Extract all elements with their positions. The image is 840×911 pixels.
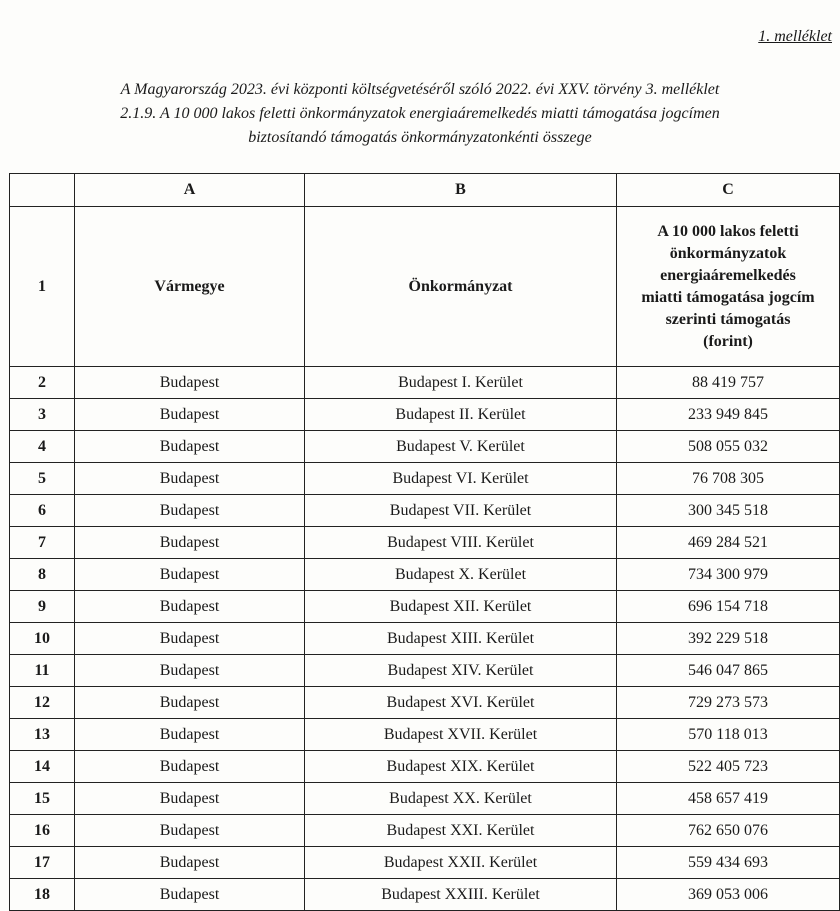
amount-cell: 76 708 305: [617, 463, 840, 495]
column-letter-b: B: [305, 174, 617, 207]
municipality-cell: Budapest XIX. Kerület: [305, 751, 617, 783]
amount-cell: 696 154 718: [617, 591, 840, 623]
county-cell: Budapest: [75, 783, 305, 815]
municipality-cell: Budapest XIII. Kerület: [305, 623, 617, 655]
row-number: 10: [10, 623, 75, 655]
amount-cell: 469 284 521: [617, 527, 840, 559]
amount-cell: 546 047 865: [617, 655, 840, 687]
header-amount-line: A 10 000 lakos feletti: [657, 222, 799, 240]
row-number: 5: [10, 463, 75, 495]
row-number: 6: [10, 495, 75, 527]
subsidy-table: [9, 173, 840, 911]
county-cell: Budapest: [75, 879, 305, 911]
county-cell: Budapest: [75, 527, 305, 559]
amount-cell: 88 419 757: [617, 367, 840, 399]
row-number: 17: [10, 847, 75, 879]
header-amount-line: miatti támogatása jogcím: [641, 288, 815, 306]
amount-cell: 300 345 518: [617, 495, 840, 527]
amount-cell: 762 650 076: [617, 815, 840, 847]
row-number: 2: [10, 367, 75, 399]
county-cell: Budapest: [75, 623, 305, 655]
municipality-cell: Budapest VI. Kerület: [305, 463, 617, 495]
table-row: [10, 399, 840, 431]
header-amount-line: energiaáremelkedés: [660, 266, 796, 284]
amount-cell: 729 273 573: [617, 687, 840, 719]
header-amount: [617, 207, 840, 367]
row-number: 12: [10, 687, 75, 719]
county-cell: Budapest: [75, 431, 305, 463]
municipality-cell: Budapest VIII. Kerület: [305, 527, 617, 559]
table-row: [10, 719, 840, 751]
row-number: 9: [10, 591, 75, 623]
header-amount-line: önkormányzatok: [669, 244, 787, 262]
table-row: [10, 463, 840, 495]
row-number: 16: [10, 815, 75, 847]
county-cell: Budapest: [75, 367, 305, 399]
amount-cell: 559 434 693: [617, 847, 840, 879]
column-letter-row: [10, 174, 840, 207]
county-cell: Budapest: [75, 751, 305, 783]
table-row: [10, 559, 840, 591]
municipality-cell: Budapest X. Kerület: [305, 559, 617, 591]
title-line: A Magyarország 2023. évi központi költségvetéséről szóló 2022. évi XXV. törvény 3. melléklet: [120, 81, 720, 98]
county-cell: Budapest: [75, 591, 305, 623]
table-row: [10, 367, 840, 399]
municipality-cell: Budapest XVI. Kerület: [305, 687, 617, 719]
row-number: 8: [10, 559, 75, 591]
amount-cell: 233 949 845: [617, 399, 840, 431]
municipality-cell: Budapest VII. Kerület: [305, 495, 617, 527]
header-county: Vármegye: [75, 207, 305, 367]
county-cell: Budapest: [75, 495, 305, 527]
table-row: [10, 783, 840, 815]
county-cell: Budapest: [75, 463, 305, 495]
table-row: [10, 495, 840, 527]
municipality-cell: Budapest XVII. Kerület: [305, 719, 617, 751]
annex-label: 1. melléklet: [758, 28, 832, 45]
municipality-cell: Budapest XIV. Kerület: [305, 655, 617, 687]
county-cell: Budapest: [75, 719, 305, 751]
amount-cell: 508 055 032: [617, 431, 840, 463]
amount-cell: 570 118 013: [617, 719, 840, 751]
county-cell: Budapest: [75, 687, 305, 719]
table-row: [10, 431, 840, 463]
header-amount-line: szerinti támogatás: [665, 310, 791, 328]
table-row: [10, 655, 840, 687]
amount-cell: 392 229 518: [617, 623, 840, 655]
municipality-cell: Budapest II. Kerület: [305, 399, 617, 431]
header-municipality: Önkormányzat: [305, 207, 617, 367]
municipality-cell: Budapest XXIII. Kerület: [305, 879, 617, 911]
table-row: [10, 815, 840, 847]
county-cell: Budapest: [75, 399, 305, 431]
row-number: 4: [10, 431, 75, 463]
municipality-cell: Budapest XX. Kerület: [305, 783, 617, 815]
table-row: [10, 591, 840, 623]
row-number: 7: [10, 527, 75, 559]
row-number: 18: [10, 879, 75, 911]
municipality-cell: Budapest XII. Kerület: [305, 591, 617, 623]
county-cell: Budapest: [75, 815, 305, 847]
municipality-cell: Budapest XXII. Kerület: [305, 847, 617, 879]
row-number: 3: [10, 399, 75, 431]
table-row: [10, 879, 840, 911]
row-number: 15: [10, 783, 75, 815]
municipality-cell: Budapest I. Kerület: [305, 367, 617, 399]
column-letter-c: C: [617, 174, 840, 207]
amount-cell: 369 053 006: [617, 879, 840, 911]
row-number: 11: [10, 655, 75, 687]
amount-cell: 522 405 723: [617, 751, 840, 783]
table-row: [10, 847, 840, 879]
header-row: [10, 207, 840, 367]
county-cell: Budapest: [75, 655, 305, 687]
row-number: 14: [10, 751, 75, 783]
document-title: [0, 78, 840, 150]
table-row: [10, 623, 840, 655]
header-amount-line: (forint): [703, 332, 753, 350]
table-row: [10, 527, 840, 559]
amount-cell: 734 300 979: [617, 559, 840, 591]
amount-cell: 458 657 419: [617, 783, 840, 815]
row-number: 13: [10, 719, 75, 751]
title-line: 2.1.9. A 10 000 lakos feletti önkormányzatok energiaáremelkedés miatti támogatása jogcímen: [120, 105, 720, 122]
municipality-cell: Budapest V. Kerület: [305, 431, 617, 463]
title-line: biztosítandó támogatás önkormányzatonkénti összege: [248, 129, 592, 146]
municipality-cell: Budapest XXI. Kerület: [305, 815, 617, 847]
table-row: [10, 687, 840, 719]
header-row-number: 1: [10, 207, 75, 367]
column-letter-a: A: [75, 174, 305, 207]
table-row: [10, 751, 840, 783]
county-cell: Budapest: [75, 559, 305, 591]
corner-cell: [10, 174, 75, 207]
county-cell: Budapest: [75, 847, 305, 879]
